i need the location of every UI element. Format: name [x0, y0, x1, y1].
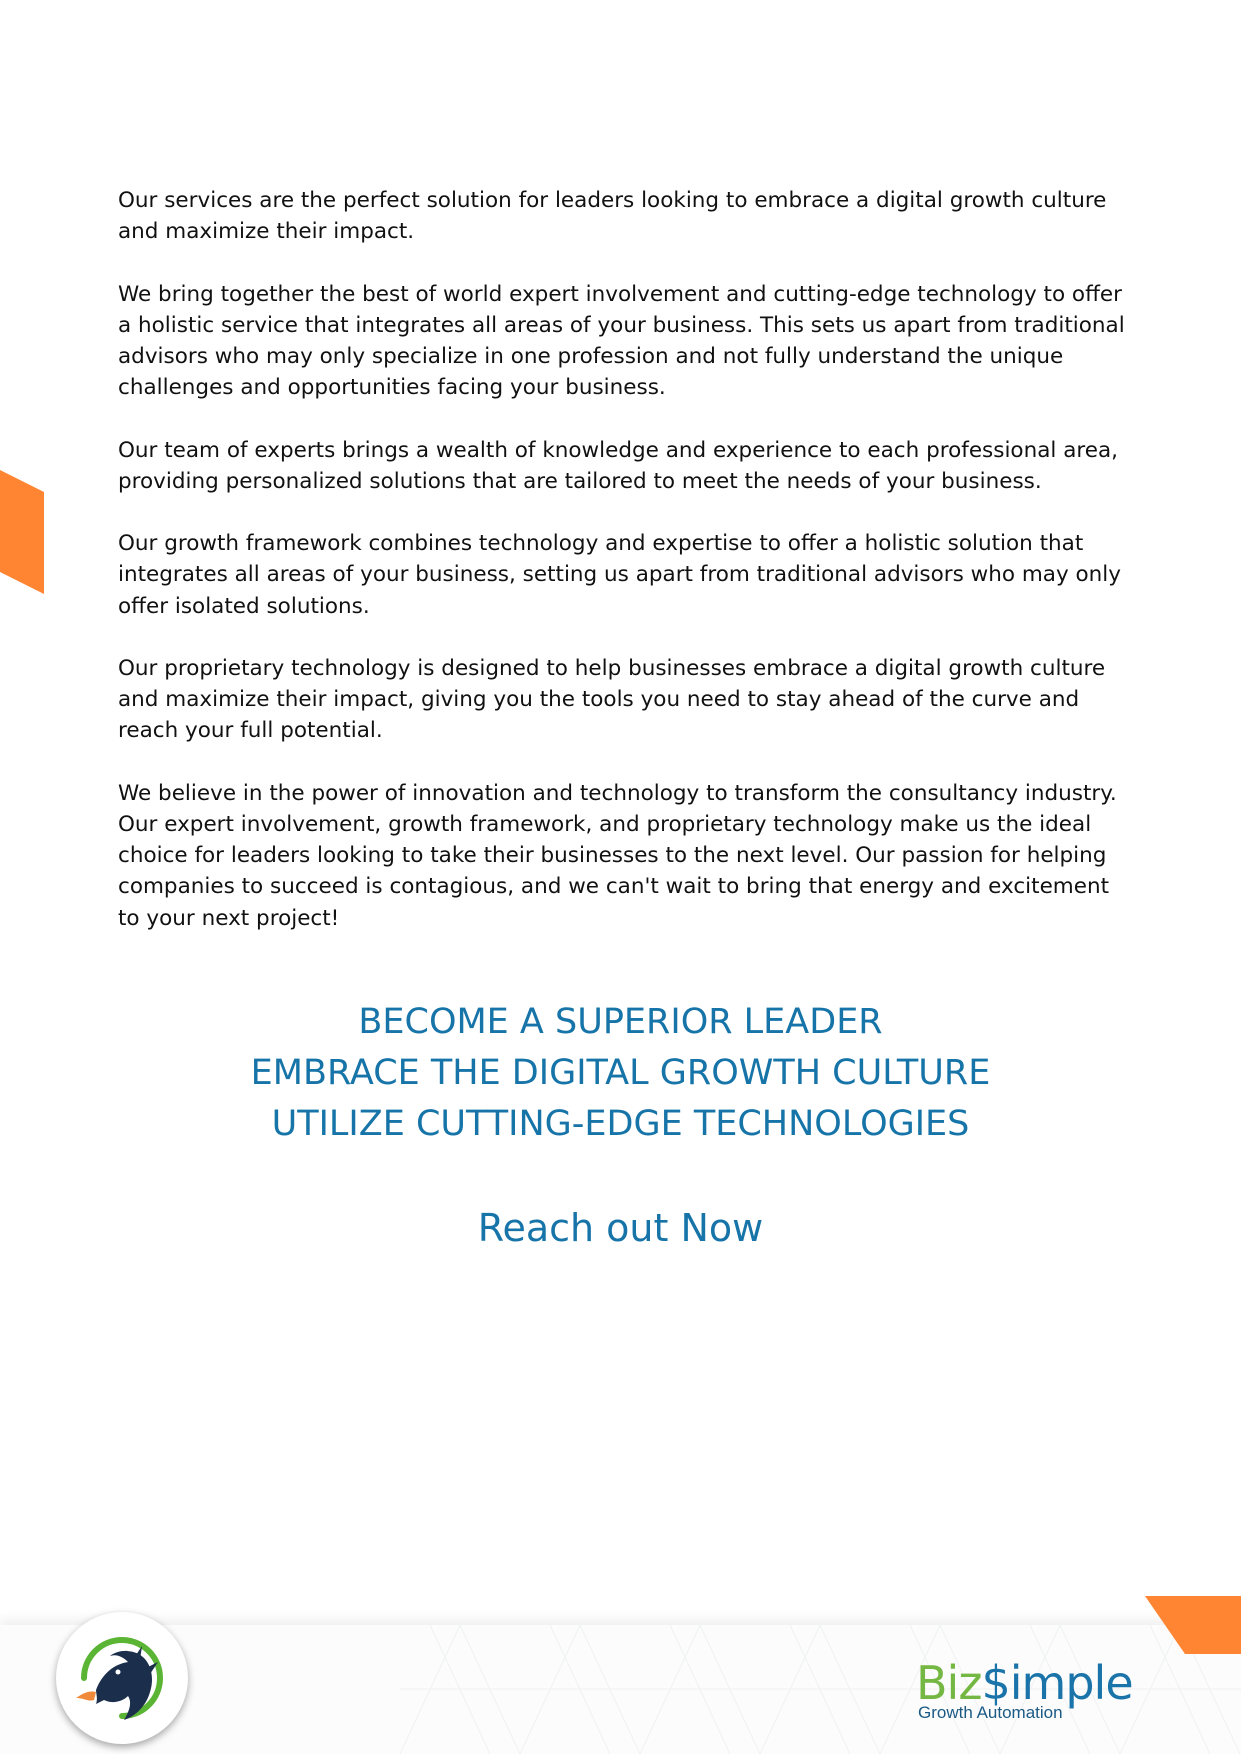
paragraph-2: We bring together the best of world expert involvement and cutting-edge technology to offer a holistic service that integrates all areas of your business. This sets us apart from traditional advisors who may only specialize in one profession and not fully understand the unique challenges and opportunities facing your business. — [118, 281, 1125, 401]
paragraph-1: Our services are the perfect solution for leaders looking to embrace a digital growth culture and maximize their impact. — [118, 188, 1107, 245]
brand-simple: $imple — [981, 1656, 1133, 1710]
corner-orange-tab — [1145, 1596, 1241, 1654]
paragraph-5: Our proprietary technology is designed to help businesses embrace a digital growth culture and maximize their impact, giving you the tools you need to stay ahead of the curve and reach your full potential. — [118, 655, 1106, 744]
cta-line-2: EMBRACE THE DIGITAL GROWTH CULTURE — [250, 1053, 991, 1093]
cta-block — [0, 997, 1241, 1150]
bizsimple-logo — [916, 1658, 1146, 1728]
reach-out-link[interactable]: Reach out Now — [477, 1206, 764, 1250]
brand-biz: Biz — [916, 1656, 982, 1710]
cta-line-3: UTILIZE CUTTING-EDGE TECHNOLOGIES — [271, 1104, 970, 1144]
dragon-icon — [56, 1612, 188, 1744]
brand-name — [916, 1658, 1133, 1708]
paragraph-6: We believe in the power of innovation and technology to transform the consultancy industry. Our expert involvement, growth framework, and proprietary technology make us the ideal choice for leaders looking to take their businesses to the next level. Our passion for helping companies to succeed is contagious, and we can't wait to bring that energy and excitement to your next project! — [118, 780, 1117, 931]
dragon-seal — [56, 1612, 188, 1744]
cta-line-1: BECOME A SUPERIOR LEADER — [358, 1002, 883, 1042]
brand-tagline: Growth Automation — [918, 1703, 1063, 1722]
paragraph-3: Our team of experts brings a wealth of knowledge and experience to each professional area, providing personalized solutions that are tailored to meet the needs of your business. — [118, 437, 1118, 494]
body-text — [118, 185, 1128, 965]
paragraph-4: Our growth framework combines technology and expertise to offer a holistic solution that integrates all areas of your business, setting us apart from traditional advisors who may only offer isolated solutions. — [118, 531, 1121, 619]
left-orange-tab — [0, 470, 44, 594]
